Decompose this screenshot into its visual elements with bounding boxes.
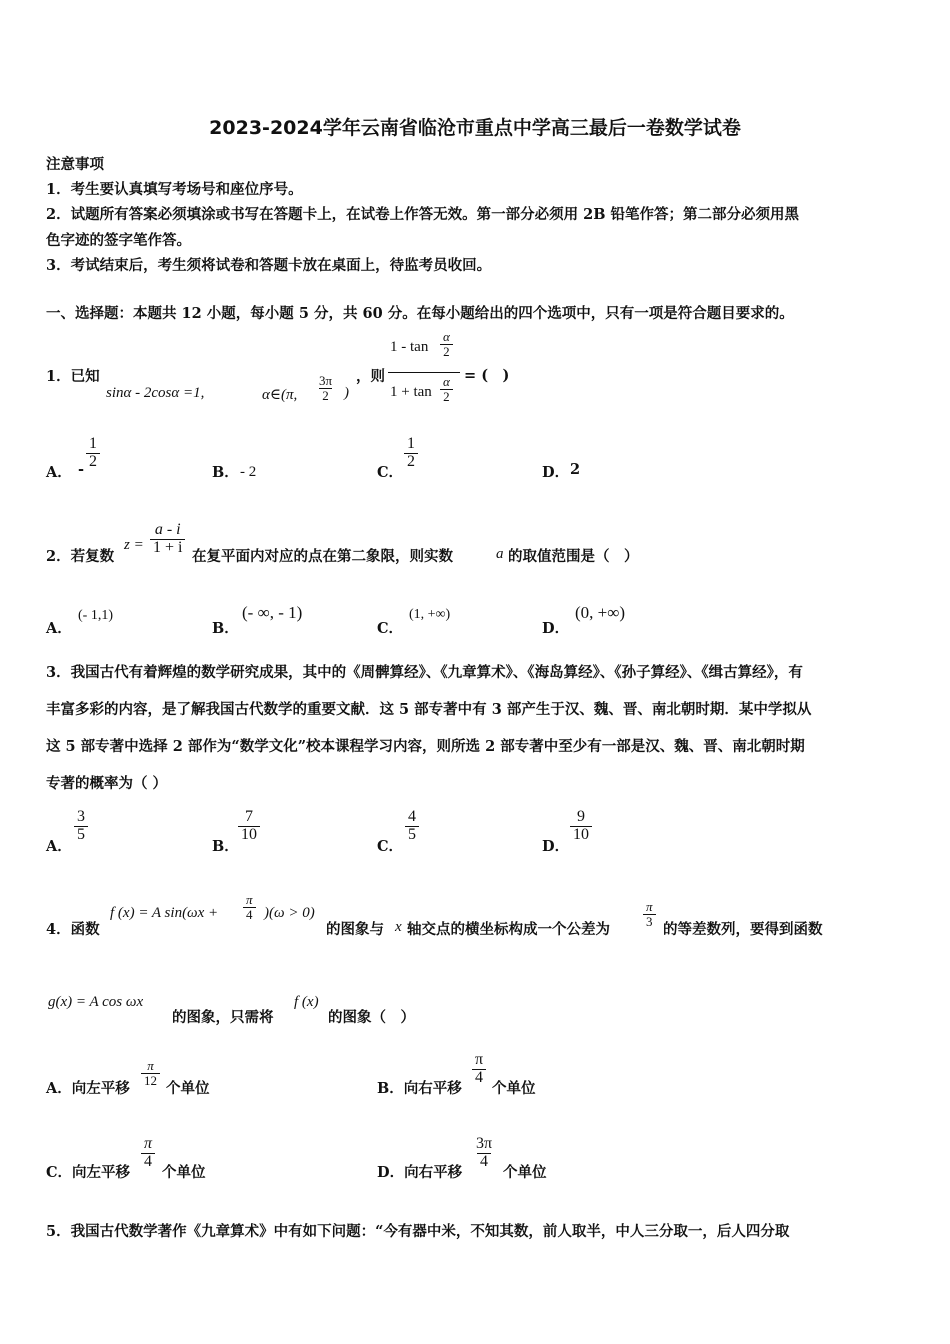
- q4-function: f (x) = A sin(ωx +: [110, 905, 219, 921]
- q4-text: 的图象，只需将: [172, 1009, 274, 1026]
- q2-prefix: 2．若复数: [46, 548, 115, 565]
- fraction-denominator: 10: [570, 826, 592, 844]
- option-fraction: [141, 1136, 155, 1171]
- q1-condition: sinα - 2cosα =1,: [106, 385, 205, 401]
- q1-prefix: 1．已知: [46, 368, 100, 385]
- q2-fraction: [150, 522, 185, 557]
- option-label: B．: [212, 464, 239, 481]
- option-label: B．: [212, 838, 239, 855]
- fraction-denominator: 2: [440, 344, 453, 359]
- fraction-denominator: 5: [74, 826, 88, 844]
- option-label: B．: [212, 620, 239, 637]
- fraction-numerator: π: [147, 1058, 154, 1073]
- fraction-denominator: 2: [440, 389, 453, 404]
- fraction-numerator: α: [443, 329, 450, 344]
- option-value: - 2: [240, 464, 257, 480]
- fraction-numerator: π: [246, 892, 253, 907]
- option-label: D．: [542, 838, 570, 855]
- fraction-numerator: 9: [577, 808, 585, 825]
- fraction-numerator: α: [443, 374, 450, 389]
- option-label: D．: [542, 620, 570, 637]
- fraction-numerator: 4: [408, 808, 416, 825]
- fraction-denominator: 2: [86, 453, 100, 471]
- q4-x: x: [395, 919, 402, 935]
- option-value: (1, +∞): [409, 607, 451, 622]
- q1-tail: = ( ): [464, 367, 510, 384]
- q1-fraction-bar: [388, 372, 460, 373]
- q4-text: 的图象与: [326, 921, 384, 938]
- q3-line: 丰富多彩的内容，是了解我国古代数学的重要文献．这 5 部专著中有 3 部产生于汉、魏、晋、南北朝时期．某中学拟从: [46, 701, 812, 718]
- fraction-denominator: 12: [141, 1073, 160, 1088]
- notice-item: 3．考试结束后，考生须将试卷和答题卡放在桌面上，待监考员收回。: [46, 257, 492, 274]
- q3-line: 专著的概率为（ ）: [46, 775, 168, 792]
- q2-tail: 的取值范围是（ ）: [508, 548, 639, 565]
- fraction-numerator: a - i: [154, 521, 181, 538]
- q4-tail: 的图象（ ）: [328, 1009, 415, 1026]
- fraction-denominator: 2: [404, 453, 418, 471]
- fraction-numerator: π: [144, 1135, 153, 1152]
- q1-domain: α∈(π,: [262, 387, 298, 403]
- q4-g-function: g(x) = A cos ωx: [48, 994, 144, 1010]
- fraction-numerator: 1: [407, 435, 415, 452]
- option-fraction: [141, 1059, 160, 1087]
- option-fraction: [404, 436, 418, 471]
- q2-z: z =: [124, 537, 144, 553]
- option-unit: 个单位: [162, 1164, 206, 1181]
- q3-text: [46, 654, 916, 802]
- q4-function-tail: )(ω > 0): [264, 905, 315, 921]
- q3-line: 这 5 部专著中选择 2 部作为“数学文化”校本课程学习内容，则所选 2 部专著中至少有一部是汉、魏、晋、南北朝时期: [46, 738, 805, 755]
- notice-item: 色字迹的签字笔作答。: [46, 232, 191, 249]
- q1-half-angle: [440, 330, 453, 358]
- fraction-numerator: 3: [77, 808, 85, 825]
- option-unit: 个单位: [503, 1164, 547, 1181]
- fraction-denominator: 4: [472, 1069, 486, 1087]
- option-label: C．: [377, 620, 404, 637]
- option-label: A．: [46, 464, 72, 481]
- fraction-denominator: 5: [405, 826, 419, 844]
- option-label: C．向左平移: [46, 1164, 131, 1181]
- option-fraction: [86, 436, 100, 471]
- fraction-denominator: 4: [243, 907, 256, 922]
- option-label: A．: [46, 838, 72, 855]
- fraction-denominator: 4: [141, 1153, 155, 1171]
- option-value: (- ∞, - 1): [242, 603, 303, 622]
- option-fraction: [405, 809, 419, 844]
- q1-then: ，则: [356, 368, 385, 385]
- option-unit: 个单位: [492, 1080, 536, 1097]
- option-value: 2: [570, 461, 581, 478]
- option-fraction: [472, 1052, 486, 1087]
- option-fraction: [473, 1136, 495, 1171]
- q4-pi-over-3: [643, 900, 656, 928]
- fraction-numerator: π: [646, 899, 653, 914]
- option-fraction: [570, 809, 592, 844]
- option-label: D．: [542, 464, 570, 481]
- fraction-numerator: π: [475, 1051, 484, 1068]
- option-sign: -: [78, 461, 85, 478]
- q4-prefix: 4．函数: [46, 921, 100, 938]
- option-label: D．向右平移: [377, 1164, 463, 1181]
- q2-variable: a: [496, 546, 504, 562]
- fraction-denominator: 4: [477, 1153, 491, 1171]
- option-label: A．: [46, 620, 72, 637]
- option-label: B．向右平移: [377, 1080, 462, 1097]
- fraction-denominator: 2: [319, 388, 332, 403]
- q1-domain-fraction: [316, 374, 335, 402]
- q1-expr-numerator: 1 - tan: [390, 339, 429, 355]
- notice-item: 2．试题所有答案必须填涂或书写在答题卡上，在试卷上作答无效。第一部分必须用 2B 铅笔作答；第二部分必须用黑: [46, 206, 800, 223]
- fraction-numerator: 1: [89, 435, 97, 452]
- q1-expr-denominator: 1 + tan: [390, 384, 432, 400]
- q4-fx: f (x): [294, 994, 319, 1010]
- q3-line: 3．我国古代有着辉煌的数学研究成果，其中的《周髀算经》、《九章算术》、《海岛算经》、《孙子算经》、《缉古算经》，有: [46, 664, 803, 681]
- notice-item: 1．考生要认真填写考场号和座位序号。: [46, 181, 303, 198]
- q4-pi-over-4: [243, 893, 256, 921]
- option-unit: 个单位: [166, 1080, 210, 1097]
- option-label: C．: [377, 464, 404, 481]
- section-heading: 一、选择题：本题共 12 小题，每小题 5 分，共 60 分。在每小题给出的四个选项中，只有一项是符合题目要求的。: [46, 305, 794, 322]
- q4-text: 的等差数列，要得到函数: [663, 921, 823, 938]
- q2-text: 在复平面内对应的点在第二象限，则实数: [192, 548, 453, 565]
- q1-domain-close: ): [344, 385, 349, 401]
- fraction-numerator: 3π: [319, 373, 333, 388]
- q1-half-angle: [440, 375, 453, 403]
- fraction-denominator: 1 + i: [150, 539, 185, 557]
- notice-heading: 注意事项: [46, 156, 104, 173]
- option-label: C．: [377, 838, 404, 855]
- fraction-numerator: 3π: [476, 1135, 493, 1152]
- option-label: A．向左平移: [46, 1080, 130, 1097]
- q4-text: 轴交点的横坐标构成一个公差为: [407, 921, 610, 938]
- option-fraction: [74, 809, 88, 844]
- fraction-denominator: 3: [643, 914, 656, 929]
- option-fraction: [238, 809, 260, 844]
- q5-text: 5．我国古代数学著作《九章算术》中有如下问题：“今有器中米，不知其数，前人取半，中人三分取一，后人四分取: [46, 1223, 790, 1240]
- fraction-numerator: 7: [245, 808, 253, 825]
- option-value: (0, +∞): [575, 603, 626, 622]
- fraction-denominator: 10: [238, 826, 260, 844]
- page-title: 2023-2024学年云南省临沧市重点中学高三最后一卷数学试卷: [209, 117, 741, 139]
- option-value: (- 1,1): [78, 608, 113, 623]
